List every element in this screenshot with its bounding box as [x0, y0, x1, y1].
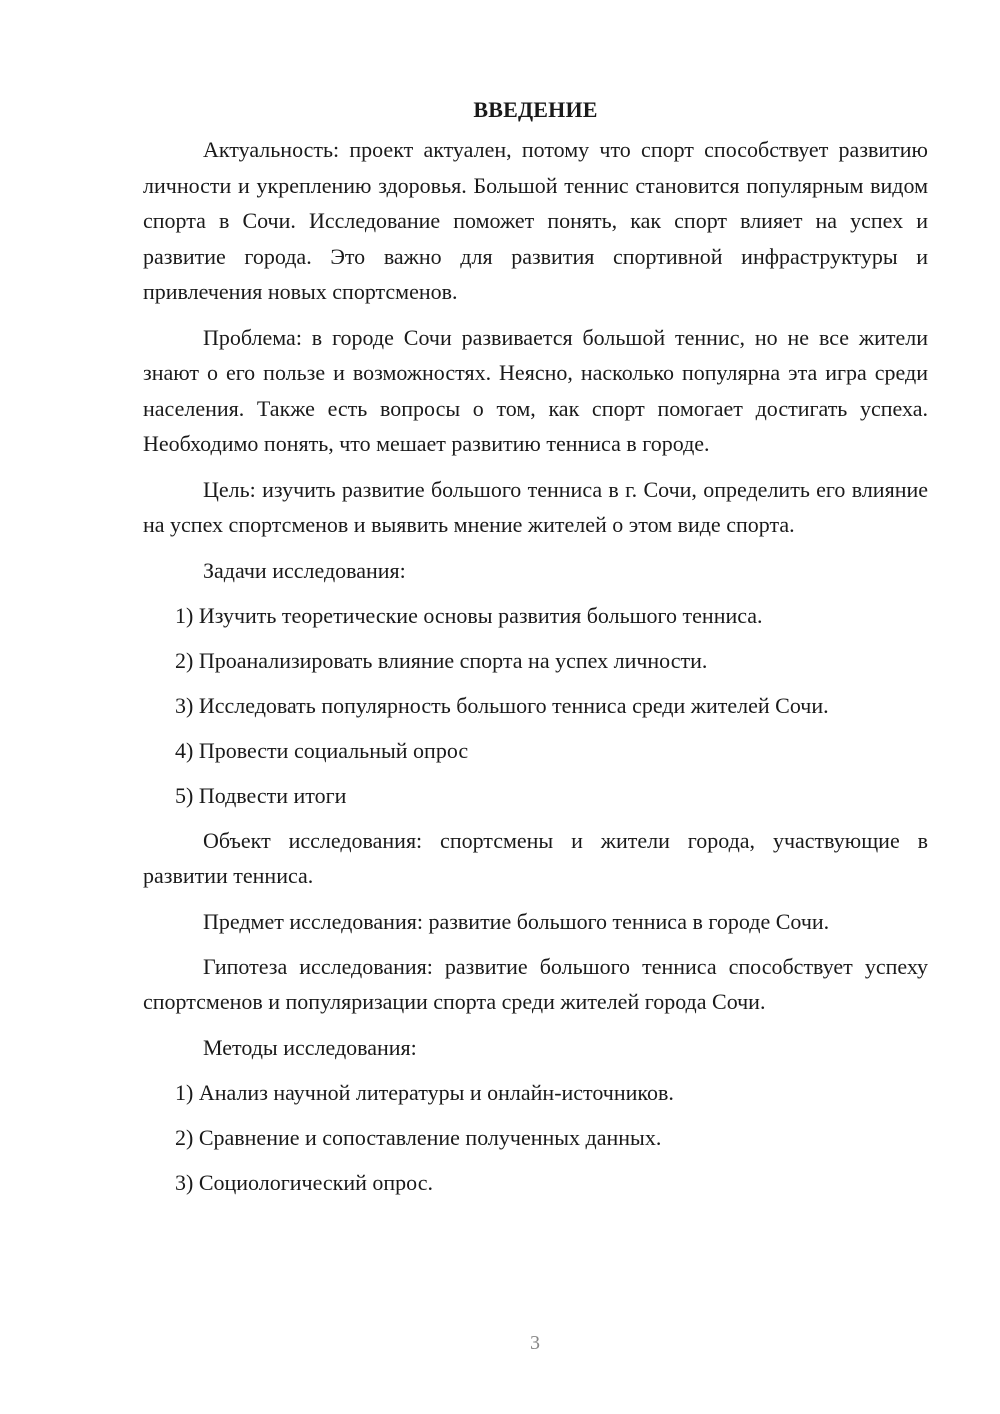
methods-list: [143, 1075, 928, 1201]
goal-paragraph: Цель: изучить развитие большого тенниса в г. Сочи, определить его влияние на успех спортсменов и выявить мнение жителей о этом виде спорта.: [143, 476, 928, 537]
tasks-list: [143, 598, 928, 814]
list-item: 4) Провести социальный опрос: [175, 737, 469, 763]
problem-paragraph: Проблема: в городе Сочи развивается большой теннис, но не все жители знают о его пользе и возможностях. Неясно, насколько популярна эта игра среди населения. Также есть вопросы о том, как спорт помогает достигать успеха. Необходимо понять, что мешает развитию тенниса в городе.: [143, 324, 928, 456]
list-item: 3) Исследовать популярность большого тенниса среди жителей Сочи.: [175, 692, 829, 718]
list-item: 2) Сравнение и сопоставление полученных данных.: [175, 1124, 662, 1150]
hypothesis-paragraph: Гипотеза исследования: развитие большого тенниса способствует успеху спортсменов и популяризации спорта среди жителей города Сочи.: [143, 953, 928, 1014]
list-item: 3) Социологический опрос.: [175, 1169, 433, 1195]
page-number: 3: [530, 1332, 540, 1354]
list-item: 1) Изучить теоретические основы развития большого тенниса.: [175, 602, 763, 628]
list-item: 1) Анализ научной литературы и онлайн-источников.: [175, 1079, 674, 1105]
page-content: [143, 92, 928, 1210]
relevance-paragraph: Актуальность: проект актуален, потому что спорт способствует развитию личности и укреплению здоровья. Большой теннис становится популярным видом спорта в Сочи. Исследование поможет понять, как спорт влияет на успех и развитие города. Это важно для развития спортивной инфраструктуры и привлечения новых спортсменов.: [143, 137, 928, 304]
list-item: 2) Проанализировать влияние спорта на успех личности.: [175, 647, 708, 673]
methods-title: Методы исследования:: [203, 1034, 417, 1060]
object-paragraph: Объект исследования: спортсмены и жители города, участвующие в развитии тенниса.: [143, 827, 928, 888]
subject-paragraph: Предмет исследования: развитие большого тенниса в городе Сочи.: [203, 908, 830, 934]
tasks-title: Задачи исследования:: [203, 557, 406, 583]
section-heading: ВВЕДЕНИЕ: [473, 97, 598, 122]
list-item: 5) Подвести итоги: [175, 782, 347, 808]
